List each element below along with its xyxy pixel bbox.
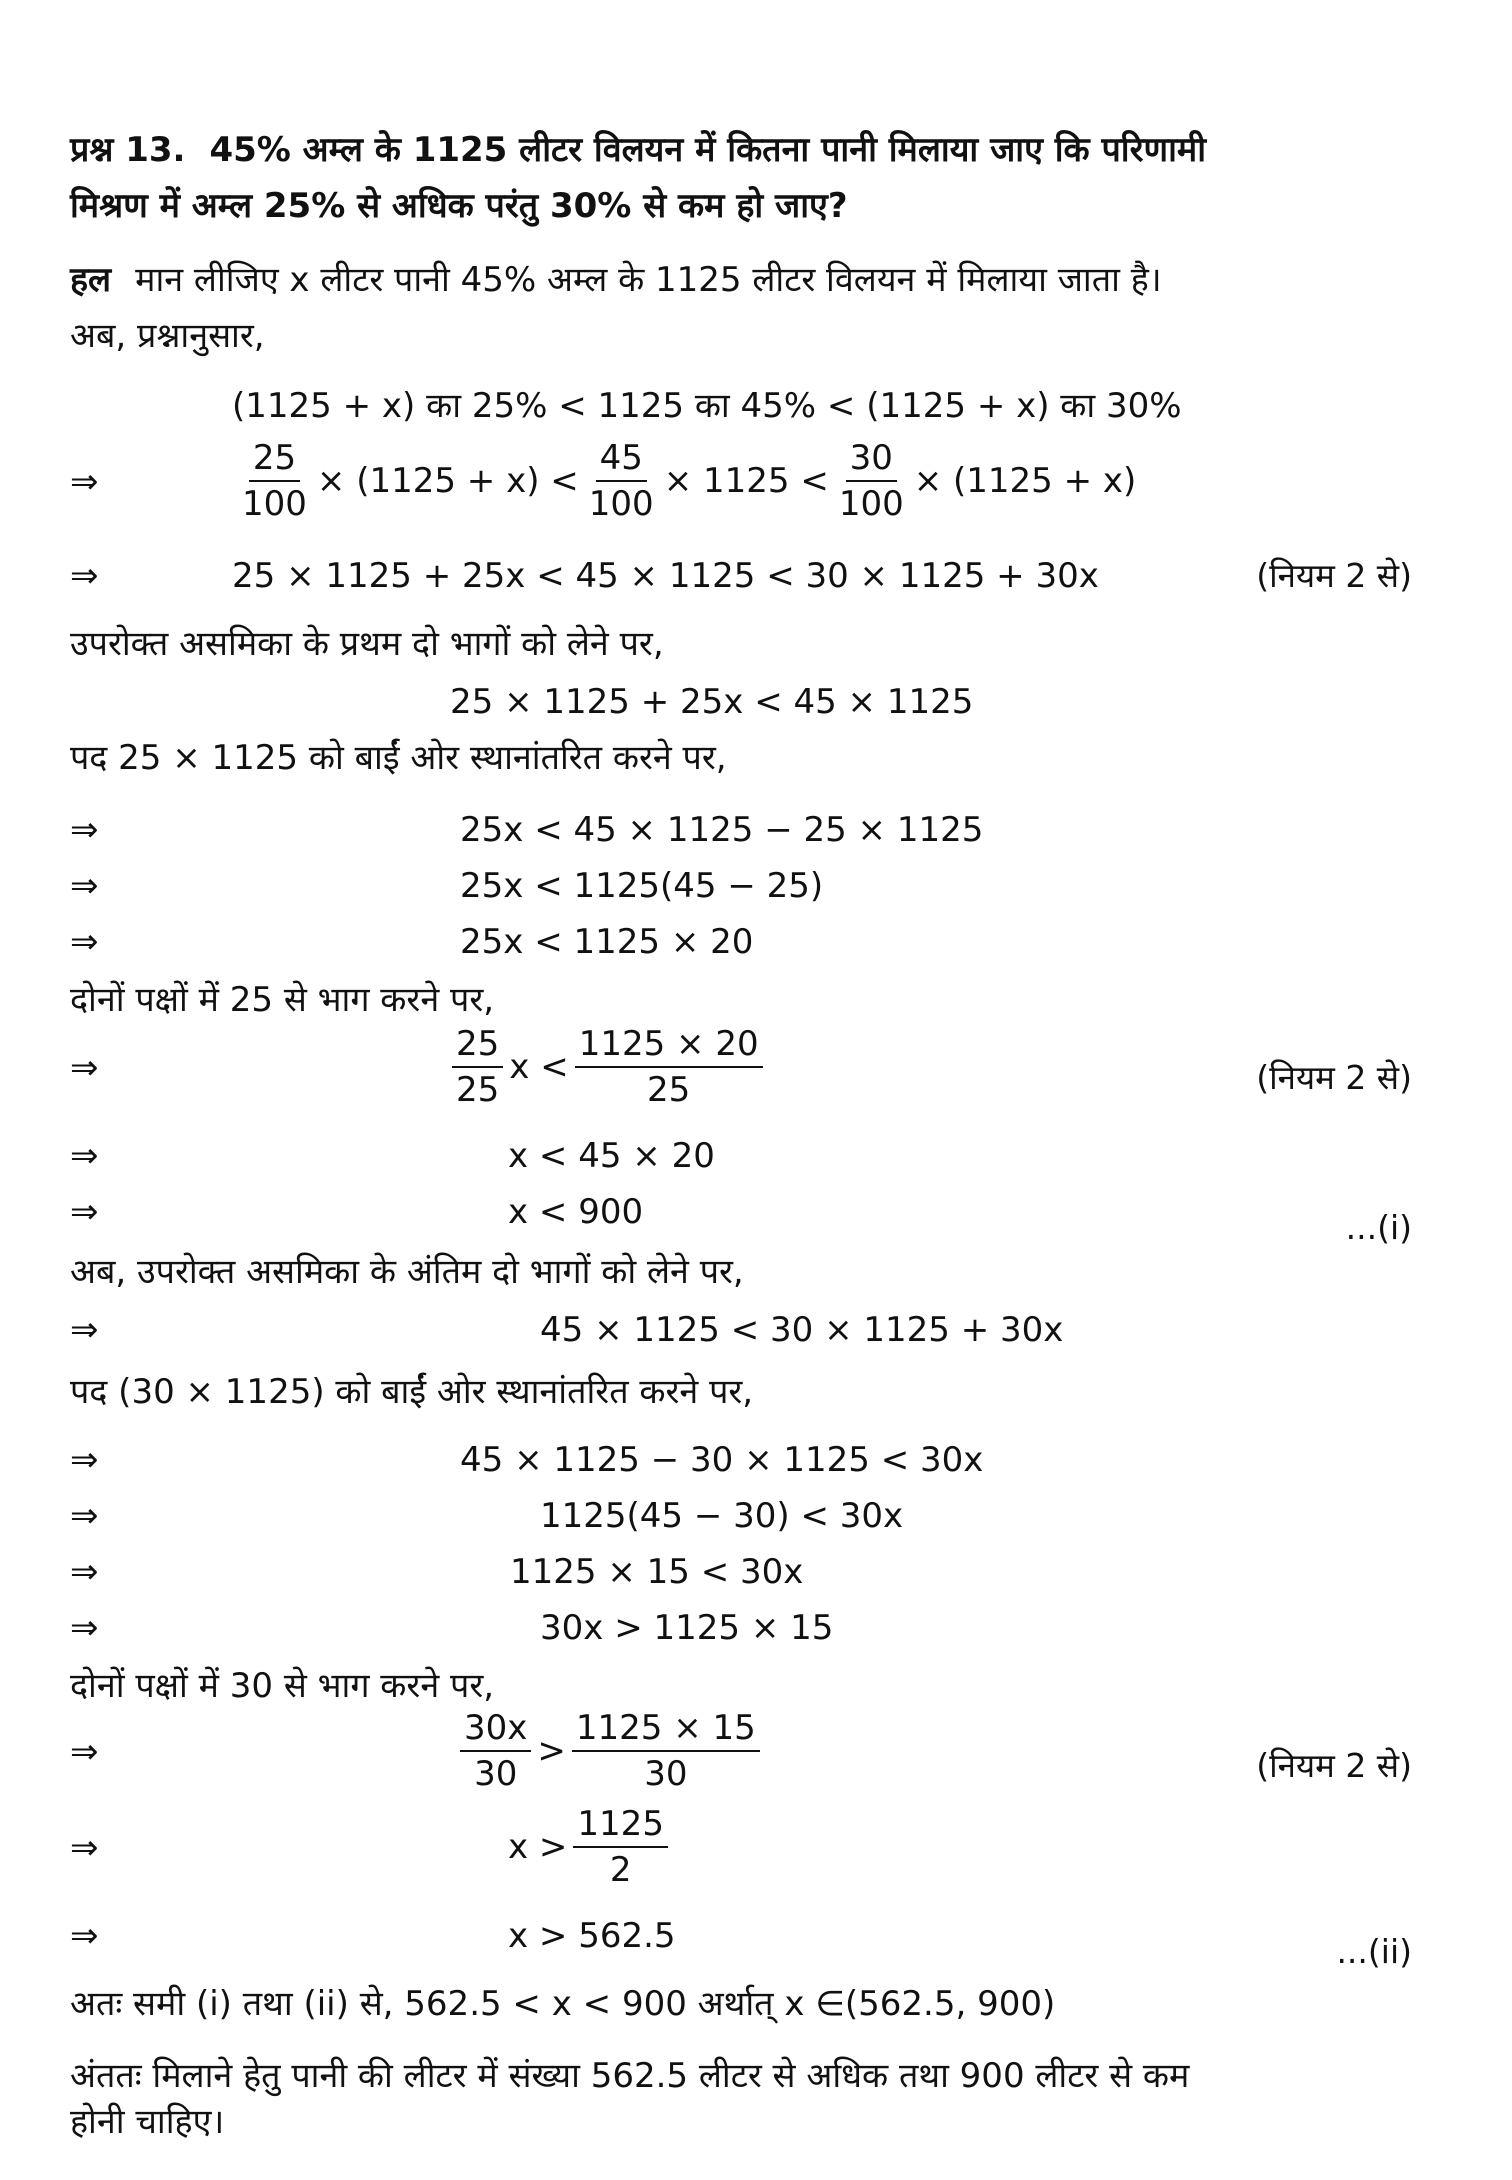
implies-arrow: ⇒ <box>70 1192 99 1232</box>
fraction-numerator: 45 <box>596 438 647 482</box>
implies-arrow: ⇒ <box>70 1136 99 1176</box>
equation-6: 25x < 1125(45 − 25) <box>460 866 824 906</box>
equation-term: x < <box>509 1047 569 1087</box>
text-9: होनी चाहिए। <box>70 2102 225 2142</box>
equation-16 <box>454 1708 766 1794</box>
equation-4: 25 × 1125 + 25x < 45 × 1125 <box>450 682 974 722</box>
equation-17 <box>508 1804 674 1890</box>
fraction-numerator: 1125 × 15 <box>572 1708 760 1752</box>
equation-2 <box>232 438 1136 524</box>
fraction-denominator: 100 <box>588 484 654 524</box>
fraction-denominator: 30 <box>474 1754 518 1794</box>
equation-18: x > 562.5 <box>508 1916 676 1956</box>
equation-14: 1125 × 15 < 30x <box>510 1552 804 1592</box>
text-6: दोनों पक्षों में 30 से भाग करने पर, <box>70 1666 495 1706</box>
fraction-denominator: 100 <box>242 484 307 524</box>
solution-intro <box>70 258 1162 302</box>
equation-12: 45 × 1125 − 30 × 1125 < 30x <box>460 1440 984 1480</box>
implies-arrow: ⇒ <box>70 1496 99 1536</box>
text-5: पद (30 × 1125) को बाईं ओर स्थानांतरित करने पर, <box>70 1372 754 1412</box>
implies-arrow: ⇒ <box>70 810 99 850</box>
fraction-denominator: 30 <box>644 1754 688 1794</box>
fraction-numerator: 25 <box>452 1024 503 1068</box>
implies-arrow: ⇒ <box>70 1828 99 1868</box>
equation-term: > <box>537 1731 566 1771</box>
equation-10: x < 900 <box>508 1192 644 1232</box>
fraction <box>460 1708 531 1794</box>
rule-note: (नियम 2 से) <box>1256 556 1412 595</box>
fraction <box>572 1708 760 1794</box>
rule-note: (नियम 2 से) <box>1256 1746 1412 1785</box>
implies-arrow: ⇒ <box>70 922 99 962</box>
fraction-numerator: 1125 <box>573 1804 668 1848</box>
solution-intro-text: मान लीजिए x लीटर पानी 45% अम्ल के 1125 लीटर विलयन में मिलाया जाता है। <box>135 260 1162 300</box>
equation-7: 25x < 1125 × 20 <box>460 922 754 962</box>
fraction-numerator: 1125 × 20 <box>575 1024 763 1068</box>
implies-arrow: ⇒ <box>70 556 99 596</box>
fraction <box>835 438 908 524</box>
implies-arrow: ⇒ <box>70 462 99 502</box>
fraction <box>575 1024 763 1110</box>
fraction-denominator: 2 <box>609 1850 632 1890</box>
equation-1: (1125 + x) का 25% < 1125 का 45% < (1125 + x) का 30% <box>232 386 1182 426</box>
text-4: अब, उपरोक्त असमिका के अंतिम दो भागों को लेने पर, <box>70 1252 744 1292</box>
fraction-denominator: 25 <box>647 1070 691 1110</box>
implies-arrow: ⇒ <box>70 1310 99 1350</box>
equation-tag: ...(i) <box>1345 1208 1412 1247</box>
text-3: दोनों पक्षों में 25 से भाग करने पर, <box>70 980 495 1020</box>
implies-arrow: ⇒ <box>70 866 99 906</box>
solution-label: हल <box>70 260 112 300</box>
fraction <box>573 1804 668 1890</box>
solution-intro-2: अब, प्रश्नानुसार, <box>70 316 265 356</box>
text-1: उपरोक्त असमिका के प्रथम दो भागों को लेने पर, <box>70 624 664 664</box>
equation-5: 25x < 45 × 1125 − 25 × 1125 <box>460 810 984 850</box>
question-text-1: 45% अम्ल के 1125 लीटर विलयन में कितना पानी मिलाया जाए कि परिणामी <box>209 130 1207 170</box>
fraction-numerator: 30x <box>460 1708 531 1752</box>
implies-arrow: ⇒ <box>70 1916 99 1956</box>
text-7: अतः समी (i) तथा (ii) से, 562.5 < x < 900 अर्थात् x ∈(562.5, 900) <box>70 1984 1056 2024</box>
equation-3: 25 × 1125 + 25x < 45 × 1125 < 30 × 1125 + 30x <box>232 556 1099 596</box>
implies-arrow: ⇒ <box>70 1608 99 1648</box>
implies-arrow: ⇒ <box>70 1440 99 1480</box>
equation-15: 30x > 1125 × 15 <box>540 1608 834 1648</box>
equation-term: × (1125 + x) <box>913 461 1137 501</box>
equation-term: × 1125 < <box>663 461 829 501</box>
implies-arrow: ⇒ <box>70 1552 99 1592</box>
fraction <box>585 438 658 524</box>
equation-11: 45 × 1125 < 30 × 1125 + 30x <box>540 1310 1064 1350</box>
text-2: पद 25 × 1125 को बाईं ओर स्थानांतरित करने पर, <box>70 738 727 778</box>
fraction-denominator: 100 <box>838 484 904 524</box>
fraction-denominator: 25 <box>456 1070 500 1110</box>
equation-8 <box>446 1024 769 1110</box>
question-line-2: मिश्रण में अम्ल 25% से अधिक परंतु 30% से कम हो जाए? <box>70 186 848 226</box>
implies-arrow: ⇒ <box>70 1732 99 1772</box>
fraction-numerator: 25 <box>249 438 300 482</box>
text-8: अंततः मिलाने हेतु पानी की लीटर में संख्या 562.5 लीटर से अधिक तथा 900 लीटर से कम <box>70 2056 1190 2096</box>
equation-term: x > <box>508 1827 568 1867</box>
fraction-numerator: 30 <box>846 438 897 482</box>
rule-note: (नियम 2 से) <box>1256 1058 1412 1097</box>
equation-tag: ...(ii) <box>1336 1932 1412 1971</box>
question-line-1 <box>70 128 1206 172</box>
equation-13: 1125(45 − 30) < 30x <box>540 1496 904 1536</box>
equation-9: x < 45 × 20 <box>508 1136 715 1176</box>
fraction <box>452 1024 503 1110</box>
equation-term: × (1125 + x) < <box>316 461 579 501</box>
question-label: प्रश्न 13. <box>70 130 186 170</box>
implies-arrow: ⇒ <box>70 1048 99 1088</box>
fraction <box>238 438 311 524</box>
